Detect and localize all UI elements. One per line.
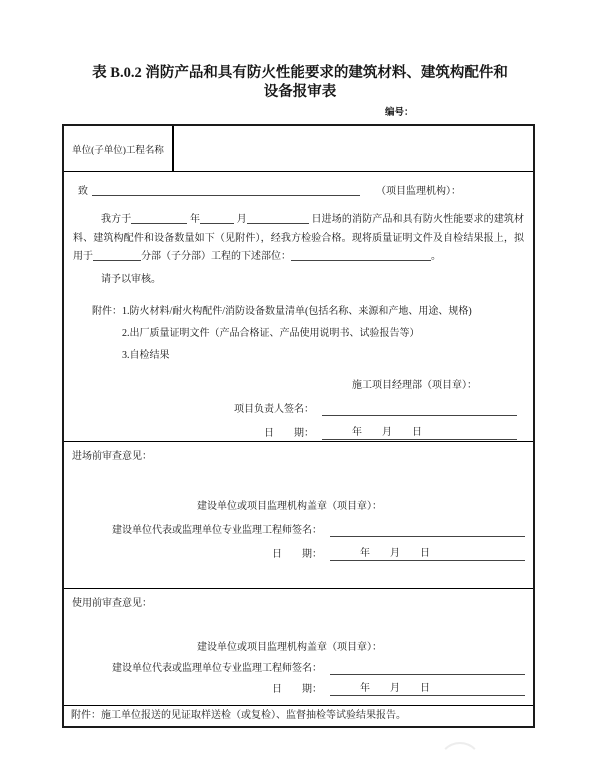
attachments-list	[122, 301, 533, 367]
project-manager-signature-field	[322, 402, 517, 416]
form-table	[62, 124, 535, 728]
attachments-label: 附件：	[92, 305, 122, 317]
year-blank-field	[131, 212, 187, 224]
pre-entry-date-label: 日 期：	[272, 549, 322, 560]
pre-use-signature-label: 建设单位代表或监理单位专业监理工程师签名：	[112, 663, 322, 674]
pre-use-signature-line	[64, 661, 533, 675]
pre-use-date-label: 日 期：	[272, 684, 322, 695]
pre-use-stamp-line: 建设单位或项目监理机构盖章（项目章）：	[197, 642, 382, 653]
attachment-item: 2.出厂质量证明文件（产品合格证、产品使用说明书、试验报告等）	[122, 327, 420, 339]
application-paragraph	[73, 211, 524, 267]
contractor-stamp-line: 施工项目经理部（项目章）：	[352, 379, 477, 391]
form-number-label: 编号：	[385, 108, 414, 118]
review-request-line: 请予以审核。	[101, 273, 161, 285]
division-blank-field	[93, 249, 141, 261]
application-date-line	[64, 426, 533, 440]
para-part-4: 日进场的消防产品和具有防火性能要求的建筑材料、建筑构配件和设备数量如下（见附件），经我方检验合格。现将质量证明文件及自检结果报上，拟用于	[73, 214, 524, 262]
addressee-blank-field	[92, 184, 360, 196]
para-part-6: 。	[431, 251, 441, 262]
project-name-value	[174, 126, 533, 171]
pre-use-date-line	[64, 682, 533, 696]
addressee-prefix: 致	[78, 186, 88, 197]
addressee-line	[78, 182, 519, 197]
project-name-row	[64, 126, 533, 171]
attachment-item: 1.防火材料/耐火构配件/消防设备数量清单(包括名称、来源和产地、用途、规格)	[122, 305, 472, 317]
footer-note: 附件：施工单位报送的见证取样送检（或复检）、监督抽检等试验结果报告。	[64, 705, 533, 726]
pre-entry-stamp-line: 建设单位或项目监理机构盖章（项目章）：	[197, 501, 382, 512]
day-blank-field	[247, 212, 309, 224]
pre-entry-signature-line	[64, 523, 533, 537]
project-name-label: 单位(子单位)工程名称	[64, 126, 174, 171]
location-blank-field	[291, 249, 431, 261]
pre-entry-review-label: 进场前审查意见：	[72, 451, 152, 462]
addressee-suffix: （项目监理机构）：	[376, 186, 461, 197]
pre-entry-review-section	[64, 441, 533, 588]
pre-use-date-field: 年 月 日	[330, 682, 525, 696]
form-title: 表 B.0.2 消防产品和具有防火性能要求的建筑材料、建筑构配件和设备报审表	[92, 65, 508, 100]
attachment-item: 3.自检结果	[122, 349, 170, 361]
application-date-label: 日 期：	[264, 427, 314, 439]
pre-use-review-label: 使用前审查意见：	[72, 598, 152, 609]
pre-entry-signature-field	[330, 523, 525, 537]
pre-use-signature-field	[330, 661, 525, 675]
attachments-block	[92, 301, 533, 367]
project-manager-signature-line	[64, 402, 533, 416]
pre-entry-date-field: 年 月 日	[330, 547, 525, 561]
application-date-field: 年 月 日	[322, 426, 517, 440]
application-section	[64, 171, 533, 441]
month-blank-field	[200, 212, 234, 224]
project-manager-signature-label: 项目负责人签名：	[234, 403, 314, 415]
para-part-2: 年	[190, 214, 201, 225]
para-part-1: 我方于	[101, 214, 132, 225]
pre-entry-signature-label: 建设单位代表或监理单位专业监理工程师签名：	[112, 525, 322, 536]
pre-use-review-section	[64, 588, 533, 705]
para-part-5: 分部（子分部）工程的下述部位：	[141, 251, 291, 262]
pre-entry-date-line	[64, 547, 533, 561]
watermark-arc	[438, 742, 482, 784]
para-part-3: 月	[236, 214, 247, 225]
